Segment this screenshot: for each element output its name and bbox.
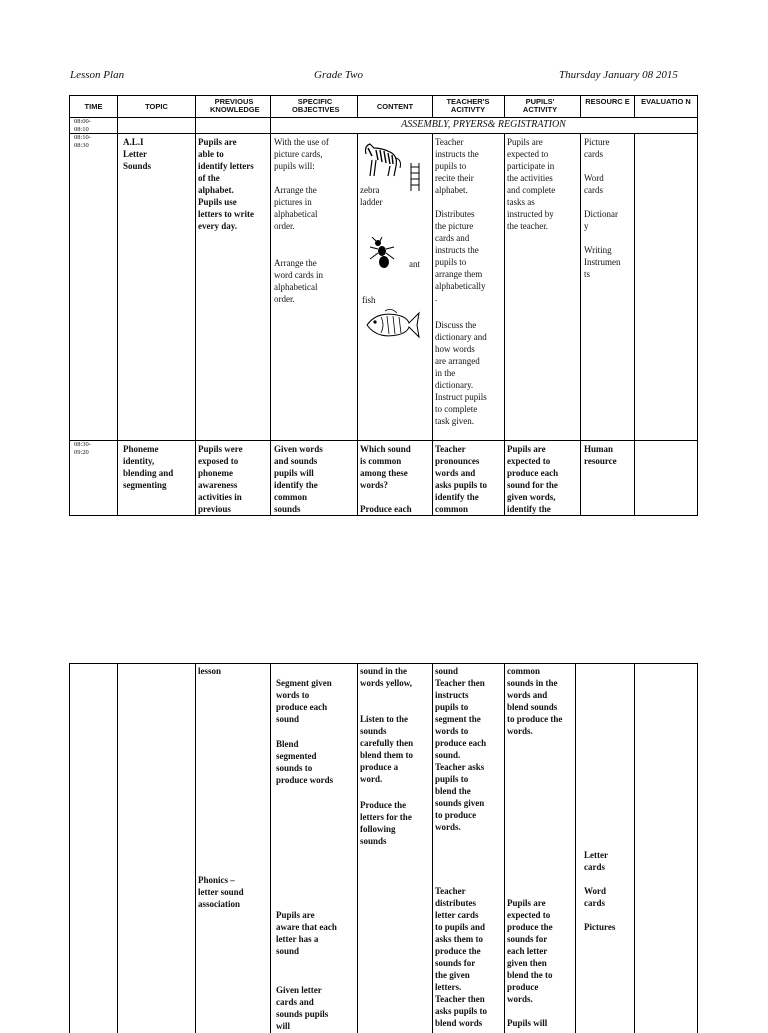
zebra-icon bbox=[360, 136, 404, 180]
ali-objective-intro: With the use of picture cards, pupils will: bbox=[274, 137, 329, 171]
ali-resource-writing-instruments: Writing Instrumen ts bbox=[584, 245, 621, 279]
cont-content-listen: Listen to the sounds carefully then blend them to produce a word. bbox=[360, 714, 414, 784]
ali-pupils-activity: Pupils are expected to participate in the activities and complete tasks as instructed by the teacher. bbox=[507, 137, 556, 231]
col-header-teachers-activity: TEACHER'S ACITIVTY bbox=[446, 97, 490, 114]
ali-objective-wordcards: Arrange the word cards in alphabetical order. bbox=[274, 258, 323, 304]
phoneme-resource: Human resource bbox=[584, 444, 617, 466]
ali-teacher-activity-1: Teacher instructs the pupils to recite their alphabet. bbox=[435, 137, 479, 195]
phoneme-topic: Phoneme identity, blending and segmenting bbox=[123, 444, 174, 490]
cont-pupils-activity-3: Pupils will bbox=[507, 1018, 548, 1028]
phoneme-pupils-activity: Pupils are expected to produce each sound for the given words, identify the bbox=[507, 444, 559, 514]
col-header-pupils-activity: PUPILS' ACTIVITY bbox=[522, 97, 558, 114]
lesson-table-page1 bbox=[69, 95, 698, 516]
cont-objective-aware: Pupils are aware that each letter has a sound bbox=[276, 910, 337, 956]
cont-pupils-activity-2: Pupils are expected to produce the sounds for each letter given then blend the to produce words. bbox=[507, 898, 553, 1004]
cont-previous-knowledge: lesson bbox=[198, 666, 222, 676]
fish-icon bbox=[363, 307, 421, 343]
col-header-time: TIME bbox=[84, 102, 103, 111]
grade-label: Grade Two bbox=[314, 69, 363, 81]
cont-resource-letter-cards: Letter cards bbox=[584, 850, 608, 872]
col-header-evaluation: EVALUATIO N bbox=[641, 97, 691, 106]
cont-topic-phonics: Phonics – letter sound association bbox=[198, 875, 244, 909]
ali-time: 08:10- 08:30 bbox=[74, 134, 91, 149]
cont-resource-word-cards: Word cards bbox=[584, 886, 607, 908]
ant-icon bbox=[368, 237, 398, 269]
col-header-resource: RESOURC E bbox=[585, 97, 630, 106]
col-header-content: CONTENT bbox=[376, 102, 414, 111]
assembly-time: 08:00- 08:10 bbox=[74, 118, 91, 133]
col-header-specific-objectives: SPECIFIC OBJECTIVES bbox=[292, 97, 340, 114]
ali-topic: A.L.I Letter Sounds bbox=[123, 137, 152, 171]
content-zebra-label: zebra bbox=[360, 185, 380, 195]
phoneme-time: 08:30- 09:20 bbox=[74, 441, 91, 456]
col-header-previous-knowledge: PREVIOUS KNOWLEDGE bbox=[210, 97, 260, 114]
ali-resource-picture-cards: Picture cards bbox=[584, 137, 610, 159]
cont-content-produce: Produce the letters for the following sounds bbox=[360, 800, 412, 846]
doc-label: Lesson Plan bbox=[70, 69, 125, 81]
cont-teacher-activity-2: Teacher distributes letter cards to pupils and asks them to produce the sounds for the given letters. Teacher then asks pupils to blend words bbox=[435, 886, 488, 1028]
phoneme-content: Which sound is common among these words? Produce each bbox=[360, 444, 412, 514]
cont-content-sound: sound in the words yellow, bbox=[360, 666, 413, 688]
ladder-icon bbox=[408, 162, 422, 192]
cont-objective-letter-cards: Given letter cards and sounds pupils will bbox=[276, 985, 329, 1031]
ali-teacher-activity-2: Distributes the picture cards and instructs the pupils to arrange them alphabetically . bbox=[435, 209, 486, 303]
assembly-row-text: ASSEMBLY, PRYERS& REGISTRATION bbox=[401, 119, 566, 130]
phoneme-objectives: Given words and sounds pupils will identify the common sounds bbox=[274, 444, 323, 514]
col-header-topic: TOPIC bbox=[145, 102, 168, 111]
cont-resource-pictures: Pictures bbox=[584, 922, 616, 932]
ali-objective-pictures: Arrange the pictures in alphabetical order. bbox=[274, 185, 318, 231]
ali-teacher-activity-3: Discuss the dictionary and how words are arranged in the dictionary. Instruct pupils to complete task given. bbox=[435, 320, 487, 426]
content-ant-label: ant bbox=[409, 259, 420, 269]
cont-pupils-activity-1: common sounds in the words and blend sounds to produce the words. bbox=[507, 666, 563, 736]
ali-resource-dictionary: Dictionar y bbox=[584, 209, 618, 231]
content-ladder-label: ladder bbox=[360, 197, 383, 207]
date-label: Thursday January 08 2015 bbox=[559, 69, 678, 81]
cont-teacher-activity-1: sound Teacher then instructs pupils to segment the words to produce each sound. Teacher asks pupils to blend the sounds given to produce words. bbox=[435, 666, 487, 832]
ali-resource-word-cards: Word cards bbox=[584, 173, 604, 195]
ali-previous-knowledge: Pupils are able to identify letters of the alphabet. Pupils use letters to write every day. bbox=[198, 137, 254, 231]
cont-objective-blend: Blend segmented sounds to produce words bbox=[276, 739, 334, 785]
phoneme-teacher-activity: Teacher pronounces words and asks pupils to identify the common bbox=[435, 444, 488, 514]
cont-objective-segment: Segment given words to produce each sound bbox=[276, 678, 332, 724]
lesson-table-page2 bbox=[69, 663, 698, 1033]
content-fish-label: fish bbox=[362, 295, 376, 305]
phoneme-previous-knowledge: Pupils were exposed to phoneme awareness activities in previous bbox=[198, 444, 243, 514]
